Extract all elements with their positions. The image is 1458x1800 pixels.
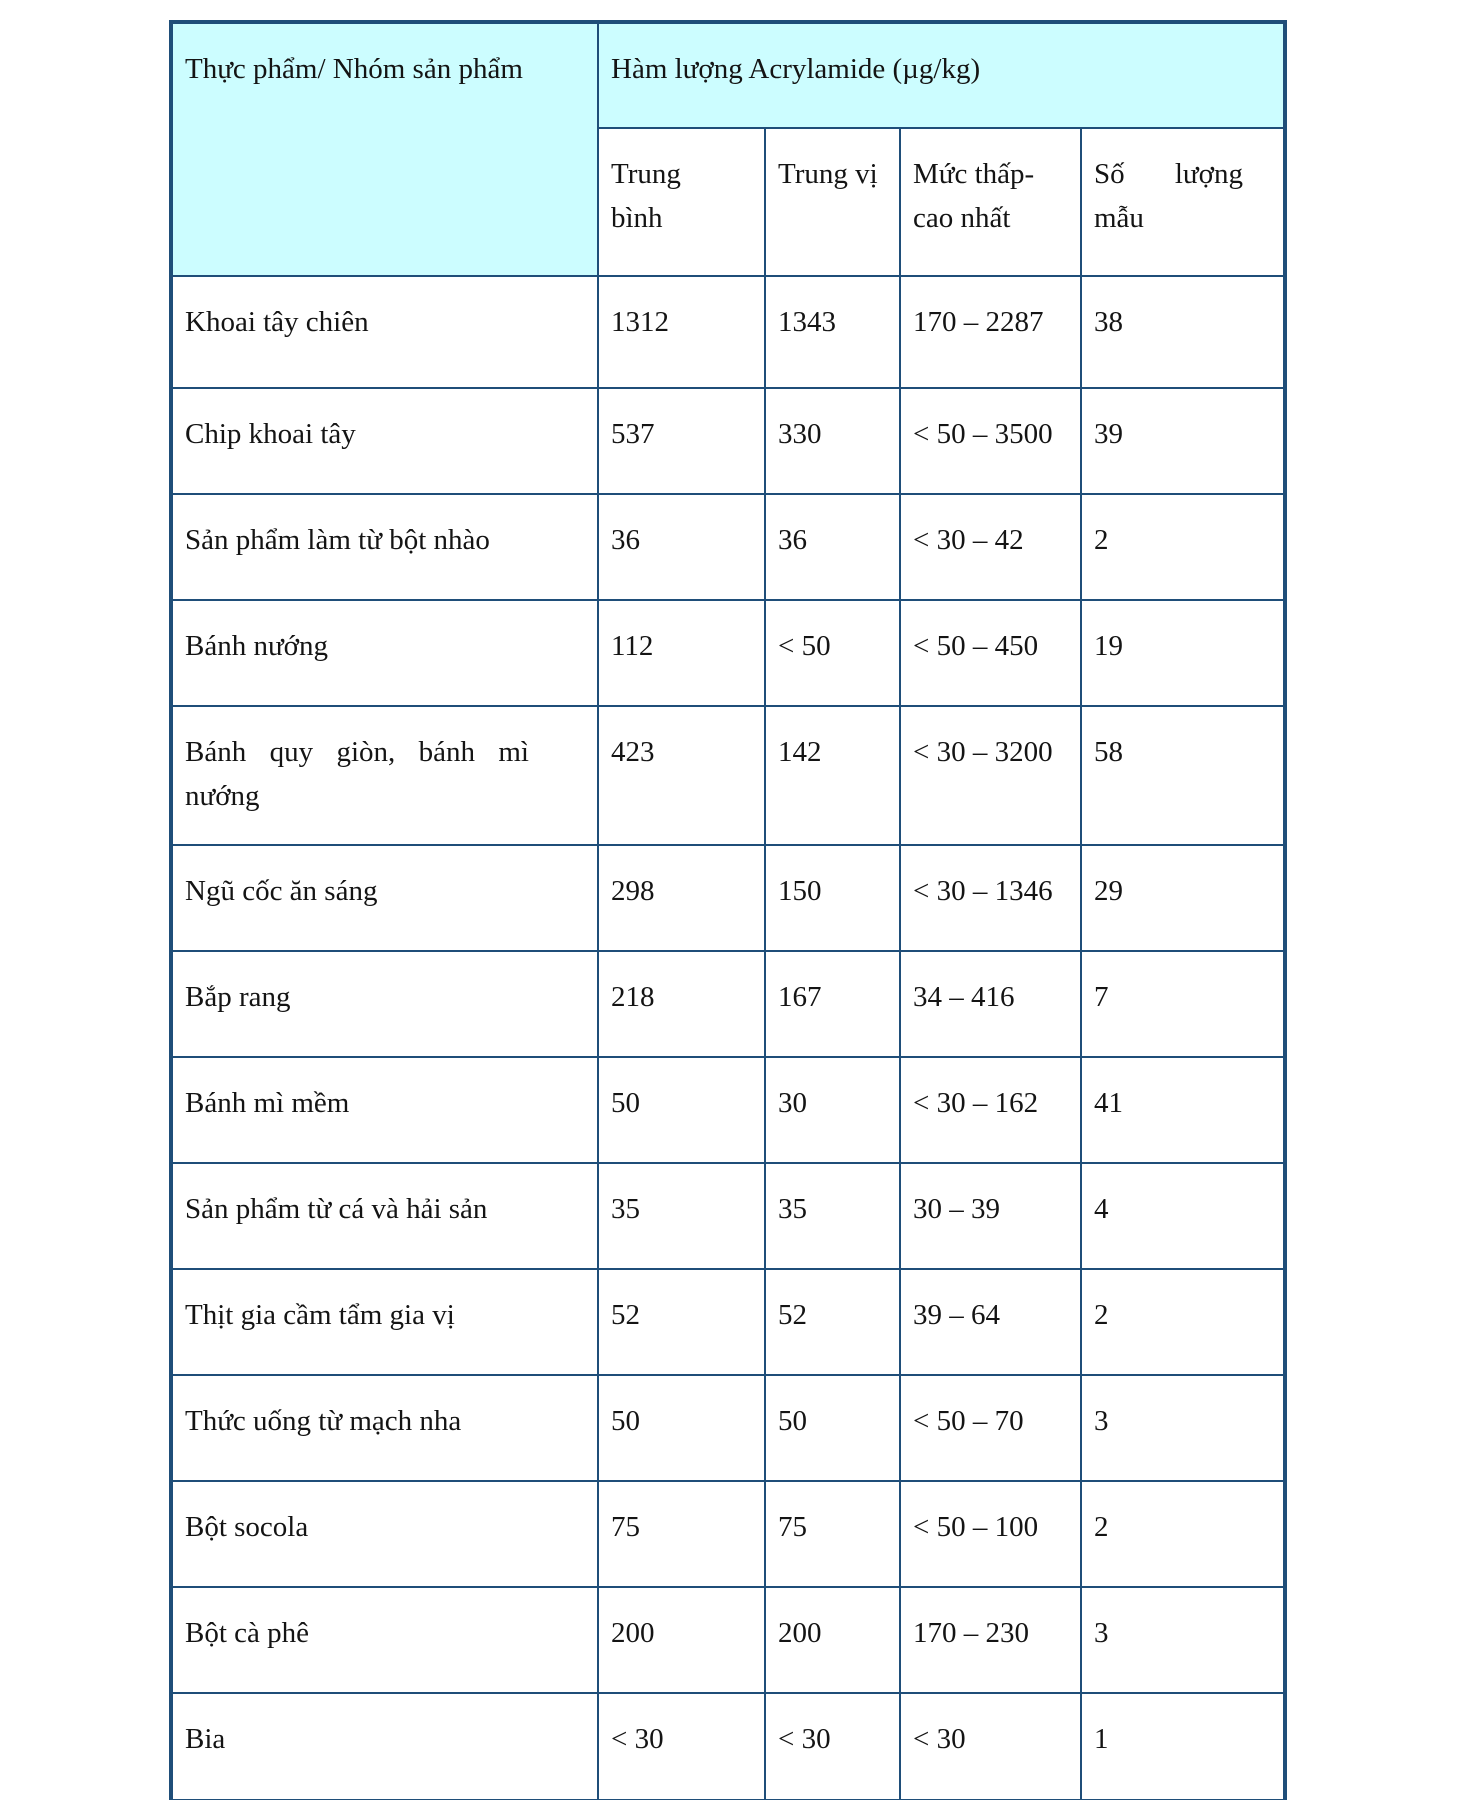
range-value: 30 – 39	[900, 1163, 1081, 1269]
column-header-mean: Trung bình	[598, 128, 765, 276]
median-value: 142	[765, 706, 900, 845]
range-value: < 30 – 1346	[900, 845, 1081, 951]
food-name-cell: Thức uống từ mạch nha	[171, 1375, 598, 1481]
column-header-median: Trung vị	[765, 128, 900, 276]
mean-value: 112	[598, 600, 765, 706]
mean-value: 35	[598, 1163, 765, 1269]
sample-count-value: 4	[1081, 1163, 1285, 1269]
table-header-row-group	[171, 22, 1285, 128]
sample-count-value: 19	[1081, 600, 1285, 706]
food-name-cell: Ngũ cốc ăn sáng	[171, 845, 598, 951]
table-row	[171, 1481, 1285, 1587]
mean-value: 50	[598, 1057, 765, 1163]
food-name-cell: Thịt gia cầm tẩm gia vị	[171, 1269, 598, 1375]
median-value: 30	[765, 1057, 900, 1163]
median-value: 330	[765, 388, 900, 494]
median-value: 200	[765, 1587, 900, 1693]
median-value: 50	[765, 1375, 900, 1481]
sample-count-value: 3	[1081, 1587, 1285, 1693]
table-row	[171, 1693, 1285, 1800]
food-name-cell: Bánh mì mềm	[171, 1057, 598, 1163]
table-row	[171, 600, 1285, 706]
table-header-food-group: Thực phẩm/ Nhóm sản phẩm	[171, 22, 598, 276]
median-value: 150	[765, 845, 900, 951]
food-name-cell: Bột socola	[171, 1481, 598, 1587]
range-value: < 50 – 100	[900, 1481, 1081, 1587]
food-name-cell: Sản phẩm từ cá và hải sản	[171, 1163, 598, 1269]
median-value: < 30	[765, 1693, 900, 1800]
sample-count-value: 2	[1081, 494, 1285, 600]
acrylamide-content-table	[169, 20, 1287, 1800]
mean-value: 50	[598, 1375, 765, 1481]
sample-count-value: 7	[1081, 951, 1285, 1057]
food-name-cell: Bia	[171, 1693, 598, 1800]
mean-value: 218	[598, 951, 765, 1057]
range-value: < 30	[900, 1693, 1081, 1800]
range-value: 170 – 230	[900, 1587, 1081, 1693]
sample-count-value: 3	[1081, 1375, 1285, 1481]
range-value: < 30 – 3200	[900, 706, 1081, 845]
mean-value: 423	[598, 706, 765, 845]
food-name-cell: Khoai tây chiên	[171, 276, 598, 388]
mean-value: 1312	[598, 276, 765, 388]
table-row	[171, 706, 1285, 845]
table-row	[171, 1163, 1285, 1269]
mean-value: 537	[598, 388, 765, 494]
food-name-cell: Bắp rang	[171, 951, 598, 1057]
table-row	[171, 951, 1285, 1057]
mean-value: 298	[598, 845, 765, 951]
median-value: 1343	[765, 276, 900, 388]
mean-value: 75	[598, 1481, 765, 1587]
food-name-cell: Chip khoai tây	[171, 388, 598, 494]
food-name-cell: Bột cà phê	[171, 1587, 598, 1693]
column-header-sample-count: Số lượng mẫu	[1081, 128, 1285, 276]
sample-count-value: 2	[1081, 1269, 1285, 1375]
table-row	[171, 1269, 1285, 1375]
mean-value: < 30	[598, 1693, 765, 1800]
table-row	[171, 1057, 1285, 1163]
median-value: 35	[765, 1163, 900, 1269]
median-value: 52	[765, 1269, 900, 1375]
food-name-cell: Bánh nướng	[171, 600, 598, 706]
mean-value: 200	[598, 1587, 765, 1693]
food-name-cell: Sản phẩm làm từ bột nhào	[171, 494, 598, 600]
sample-count-value: 2	[1081, 1481, 1285, 1587]
median-value: 167	[765, 951, 900, 1057]
range-value: 39 – 64	[900, 1269, 1081, 1375]
sample-count-value: 1	[1081, 1693, 1285, 1800]
range-value: < 30 – 42	[900, 494, 1081, 600]
range-value: < 30 – 162	[900, 1057, 1081, 1163]
food-name-cell: Bánh quy giòn, bánh mì nướng	[171, 706, 598, 845]
table-row	[171, 1375, 1285, 1481]
table-row	[171, 1587, 1285, 1693]
sample-count-value: 39	[1081, 388, 1285, 494]
median-value: 75	[765, 1481, 900, 1587]
range-value: < 50 – 450	[900, 600, 1081, 706]
table-row	[171, 388, 1285, 494]
table-row	[171, 494, 1285, 600]
range-value: 34 – 416	[900, 951, 1081, 1057]
sample-count-value: 41	[1081, 1057, 1285, 1163]
mean-value: 52	[598, 1269, 765, 1375]
table-row	[171, 276, 1285, 388]
median-value: < 50	[765, 600, 900, 706]
sample-count-value: 58	[1081, 706, 1285, 845]
table-row	[171, 845, 1285, 951]
median-value: 36	[765, 494, 900, 600]
column-header-range: Mức thấp-cao nhất	[900, 128, 1081, 276]
range-value: 170 – 2287	[900, 276, 1081, 388]
range-value: < 50 – 70	[900, 1375, 1081, 1481]
mean-value: 36	[598, 494, 765, 600]
sample-count-value: 29	[1081, 845, 1285, 951]
sample-count-value: 38	[1081, 276, 1285, 388]
table-header-acrylamide-content: Hàm lượng Acrylamide (µg/kg)	[598, 22, 1285, 128]
range-value: < 50 – 3500	[900, 388, 1081, 494]
